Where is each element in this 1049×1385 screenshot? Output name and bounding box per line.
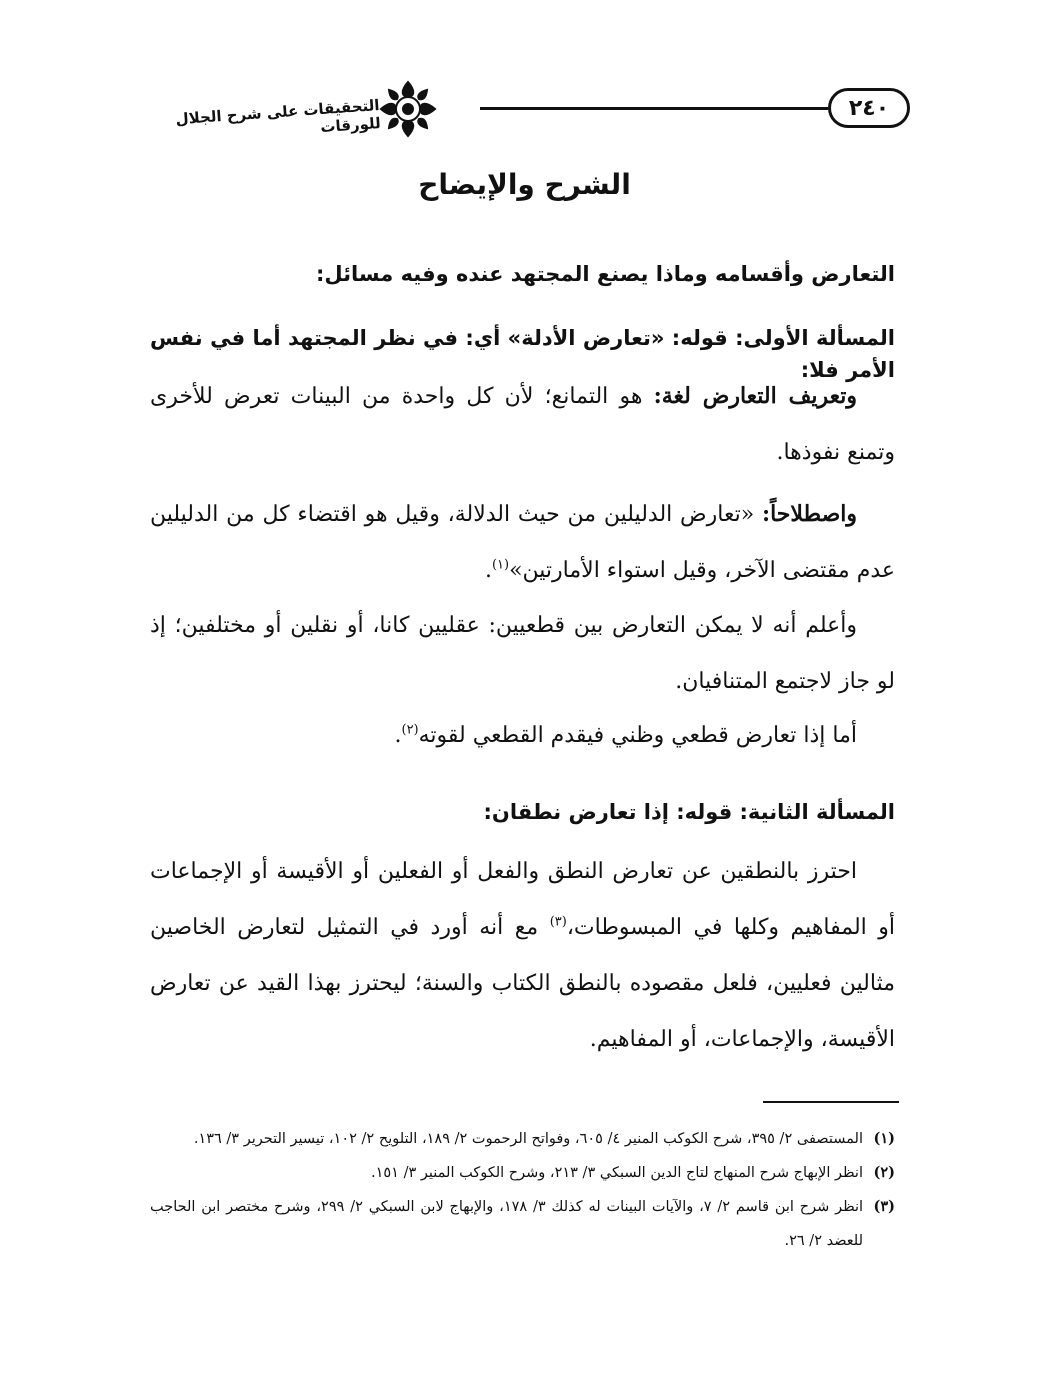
footnote-number: (١) (873, 1130, 895, 1147)
paragraph-end: . (484, 558, 492, 583)
page-number: ٢٤٠ (828, 88, 910, 128)
paragraph-definitive-evidence: وأعلم أنه لا يمكن التعارض بين قطعيين: عقليين كانا، أو نقلين أو مختلفين؛ إذ لو جاز لاجتمع المتنافيان. (150, 613, 895, 694)
footnote-ref[interactable]: (٢) (401, 722, 419, 738)
paragraph-lead: واصطلاحاً: (761, 501, 857, 527)
header-rule (480, 107, 828, 110)
footnote-separator (763, 1101, 899, 1103)
running-title: التحقيقات على شرح الجلال للورقات (175, 96, 382, 137)
page-header (150, 70, 910, 150)
paragraph-end: . (394, 723, 402, 748)
paragraph-text: «تعارض الدليلين من حيث الدلالة، وقيل هو اقتضاء كل من الدليلين عدم مقتضى الآخر، وقيل استواء الأمارتين» (150, 502, 895, 583)
topic-heading: التعارض وأقسامه وماذا يصنع المجتهد عنده وفيه مسائل: (315, 262, 895, 286)
footnotes (150, 1122, 895, 1258)
footnote-item (150, 1190, 895, 1258)
footnote-text: انظر شرح ابن قاسم ٢/ ٧، والآيات البينات له كذلك ٣/ ١٧٨، والإبهاج لابن السبكي ٢/ ٢٩٩، وشرح مختصر ابن الحاجب للعضد ٢/ ٢٦. (150, 1199, 864, 1249)
paragraph-text: احترز بالنطقين عن تعارض النطق والفعل أو الفعلين أو الأقيسة أو الإجماعات أو المفاهيم وكلها في المبسوطات، (150, 859, 896, 940)
footnote-text: انظر الإبهاج شرح المنهاج لتاج الدين السبكي ٣/ ٢١٣، وشرح الكوكب المنير ٣/ ١٥١. (371, 1165, 863, 1181)
paragraph-lead: وتعريف التعارض لغة: (653, 383, 857, 409)
footnote-ref[interactable]: (١) (491, 557, 510, 573)
floral-ornament-icon (375, 76, 441, 142)
first-issue-heading: المسألة الأولى: قوله: «تعارض الأدلة» أي: في نظر المجتهد أما في نفس الأمر فلا: (150, 326, 895, 382)
paragraph-linguistic-definition (150, 368, 895, 481)
paragraph-technical-definition (150, 486, 895, 599)
paragraph-text: مع أنه أورد في التمثيل لتعارض الخاصين مثالين فعليين، فلعل مقصوده بالنطق الكتاب والسنة؛ ليحترز بهذا القيد عن تعارض الأقيسة، والإجماعات، أو المفاهيم. (150, 915, 895, 1052)
second-issue-heading: المسألة الثانية: قوله: إذا تعارض نطقان: (483, 800, 895, 824)
paragraph-text: أما إذا تعارض قطعي وظني فيقدم القطعي لقوته (418, 723, 857, 748)
section-title: الشرح والإيضاح (418, 168, 631, 201)
paragraph-text: هو التمانع؛ لأن كل واحدة من البينات تعرض للأخرى وتمنع نفوذها. (150, 384, 895, 465)
footnote-item (150, 1156, 895, 1190)
footnote-ref[interactable]: (٣) (549, 914, 567, 930)
footnote-text: المستصفى ٢/ ٣٩٥، شرح الكوكب المنير ٤/ ٦٠٥، وفواتح الرحموت ٢/ ١٨٩، التلويح ٢/ ١٠٢، تيسير التحرير ٣/ ١٣٦. (193, 1131, 863, 1147)
paragraph-definitive-vs-speculative (150, 708, 895, 764)
footnote-number: (٢) (873, 1164, 895, 1181)
footnote-item (150, 1122, 895, 1156)
footnote-number: (٣) (873, 1198, 895, 1215)
paragraph-two-texts (150, 844, 895, 1068)
